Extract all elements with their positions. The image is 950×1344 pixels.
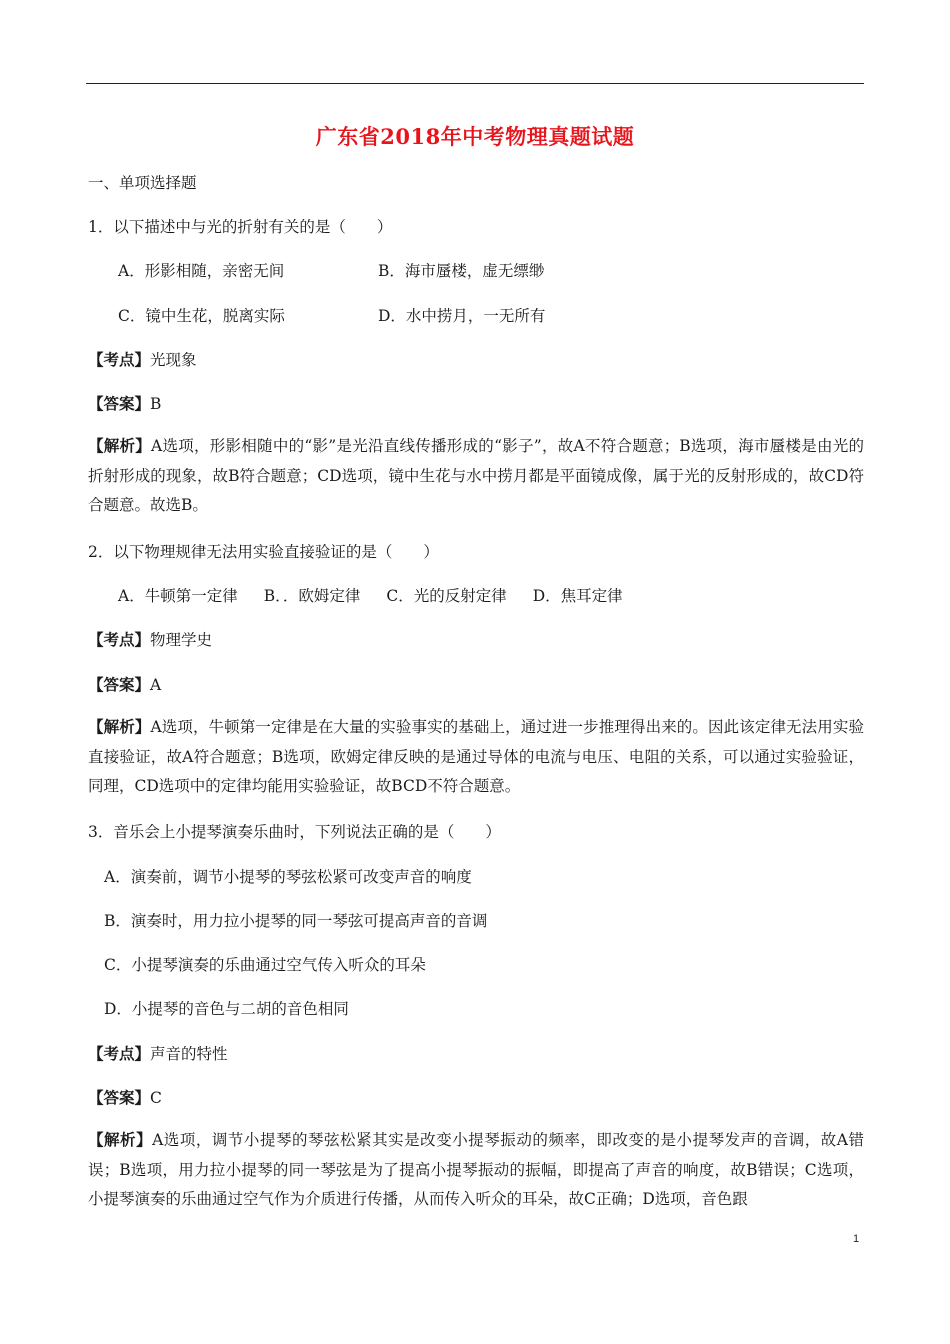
- q2-stem: 2．以下物理规律无法用实验直接验证的是（ ）: [88, 543, 439, 561]
- q3-option-b: B．演奏时，用力拉小提琴的同一琴弦可提高声音的音调: [104, 912, 488, 930]
- q2-options: [118, 586, 649, 606]
- q3-option-c: C．小提琴演奏的乐曲通过空气传入听众的耳朵: [104, 956, 426, 974]
- answer-tag: 【答案】: [88, 675, 151, 694]
- q3-answer-value: C: [150, 1089, 162, 1107]
- q1-answer-value: B: [150, 395, 162, 413]
- q2-analysis-text: A选项，牛顿第一定律是在大量的实验事实的基础上，通过进一步推理得出来的。因此该定律无法用实验直接验证，故A符合题意；B选项，欧姆定律反映的是通过导体的电流与电压、电阻的关系，可以通过实验验证，同理，CD选项中的定律均能用实验验证，故BCD不符合题意。: [88, 718, 864, 795]
- q2-analysis: [88, 712, 864, 802]
- q2-option-b: B．．欧姆定律: [263, 587, 361, 605]
- q3-answer: [88, 1088, 162, 1108]
- q3-kaodian: [88, 1044, 228, 1064]
- q2-option-d: D．焦耳定律: [532, 587, 623, 605]
- q2-kaodian: [88, 630, 212, 650]
- q3-option-d: D．小提琴的音色与二胡的音色相同: [104, 1000, 349, 1018]
- kaodian-tag: 【考点】: [88, 1044, 151, 1063]
- q1-analysis: [88, 431, 864, 521]
- q1-option-a: A．形影相随，亲密无间: [118, 262, 285, 280]
- q2-option-a: A．牛顿第一定律: [118, 587, 238, 605]
- answer-tag: 【答案】: [88, 1088, 151, 1107]
- page-title: 广东省2018年中考物理真题试题: [315, 124, 635, 149]
- q1-kaodian-value: 光现象: [150, 351, 197, 369]
- q1-analysis-text: A选项，形影相随中的“影”是光沿直线传播形成的“影子”，故A不符合题意；B选项，海市蜃楼是由光的折射形成的现象，故B符合题意；CD选项，镜中生花与水中捞月都是平面镜成像，属于光的反射形成的，故CD符合题意。故选B。: [88, 437, 864, 514]
- q1-option-b: B．海市蜃楼，虚无缥缈: [378, 262, 545, 280]
- q2-kaodian-value: 物理学史: [150, 631, 213, 649]
- analysis-tag: 【解析】: [88, 717, 151, 736]
- q3-stem: 3．音乐会上小提琴演奏乐曲时，下列说法正确的是（ ）: [88, 823, 501, 841]
- analysis-tag: 【解析】: [88, 1130, 153, 1149]
- q1-option-d: D．水中捞月，一无所有: [378, 307, 546, 325]
- q1-answer: [88, 394, 161, 414]
- q3-option-a: A．演奏前，调节小提琴的琴弦松紧可改变声音的响度: [104, 868, 472, 886]
- q1-kaodian: [88, 350, 197, 370]
- q1-stem: 1．以下描述中与光的折射有关的是（ ）: [88, 218, 393, 236]
- page-number: 1: [853, 1233, 860, 1245]
- header-rule: [86, 83, 864, 84]
- kaodian-tag: 【考点】: [88, 350, 151, 369]
- q2-answer-value: A: [150, 676, 162, 694]
- q2-option-c: C．光的反射定律: [386, 587, 507, 605]
- q3-analysis-text: A选项，调节小提琴的琴弦松紧其实是改变小提琴振动的频率，即改变的是小提琴发声的音调，故A错误；B选项，用力拉小提琴的同一琴弦是为了提高小提琴振动的振幅，即提高了声音的响度，故B错误；C选项，小提琴演奏的乐曲通过空气作为介质进行传播，从而传入听众的耳朵，故C正确；D选项，音色跟: [88, 1131, 864, 1208]
- kaodian-tag: 【考点】: [88, 630, 151, 649]
- q3-analysis: [88, 1125, 864, 1215]
- q1-option-c: C．镜中生花，脱离实际: [118, 307, 285, 325]
- answer-tag: 【答案】: [88, 394, 151, 413]
- section-heading: 一、单项选择题: [88, 174, 197, 192]
- analysis-tag: 【解析】: [88, 436, 152, 455]
- q2-answer: [88, 675, 161, 695]
- q3-kaodian-value: 声音的特性: [150, 1045, 228, 1063]
